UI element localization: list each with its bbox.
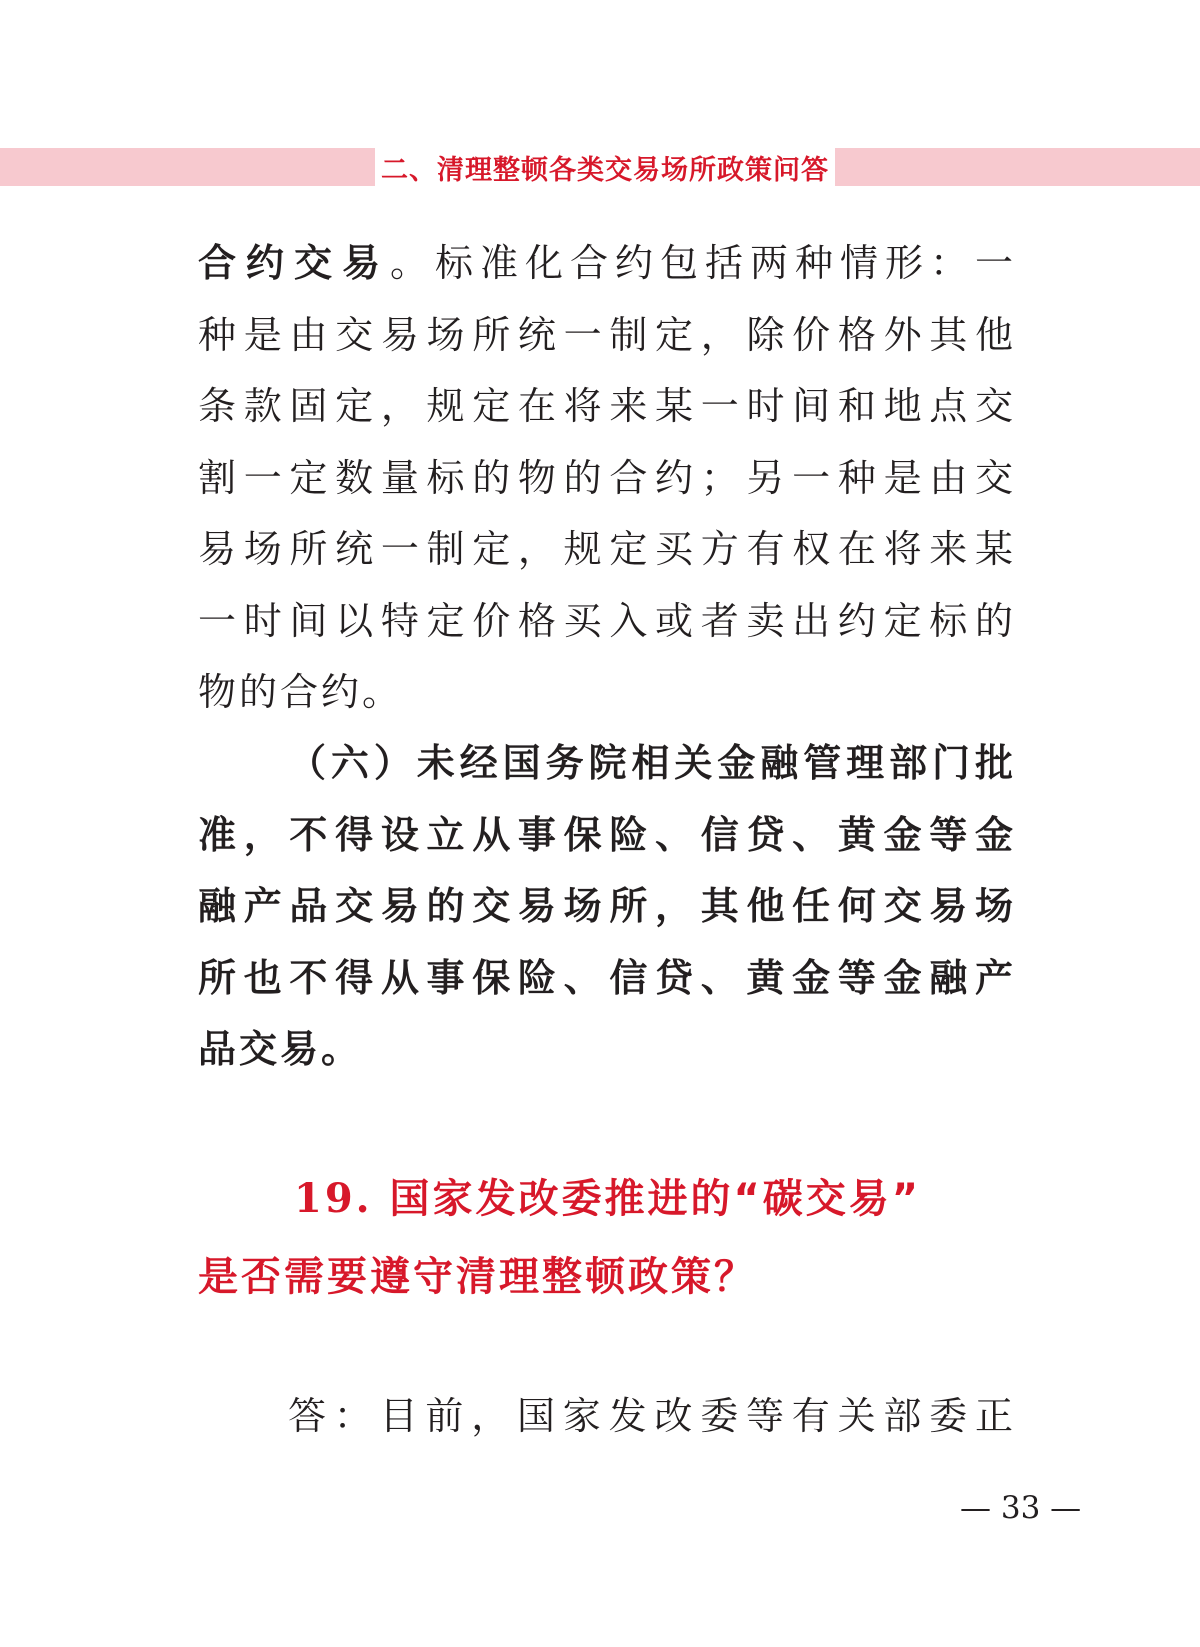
paragraph-line: 条款固定，规定在将来某一时间和地点交 [198,384,1013,428]
bold-term: 合约交易 [198,241,390,285]
paragraph-item-six [198,728,1013,1086]
paragraph-line: 品交易。 [198,1027,363,1071]
question-line: 19. 国家发改委推进的“碳交易” [294,1175,922,1222]
paragraph-line: 易场所统一制定，规定买方有权在将来某 [198,527,1013,571]
paragraph-line: 一时间以特定价格买入或者卖出约定标的 [198,598,1013,643]
paragraph-line: 准，不得设立从事保险、信贷、黄金等金 [198,812,1013,857]
section-title: 二、清理整顿各类交易场所政策问答 [381,154,829,186]
paragraph-line: 所也不得从事保险、信贷、黄金等金融产 [198,955,1013,1000]
page-number: — 33 — [960,1490,1082,1526]
paragraph-line: 物的合约。 [198,670,404,714]
paragraph-line: 割一定数量标的物的合约；另一种是由交 [198,455,1013,500]
paragraph-line: 合约交易。标准化合约包括两种情形：一 [198,241,1013,285]
paragraph-line: 种是由交易场所统一制定，除价格外其他 [198,312,1013,357]
answer-line: 答：目前，国家发改委等有关部委正 [288,1394,1013,1438]
section-header [375,144,835,190]
paragraph-contract-trading [198,228,1013,729]
question-heading [198,1160,1013,1316]
question-number: 19. [294,1175,373,1222]
question-line: 是否需要遵守清理整顿政策？ [198,1254,757,1300]
paragraph-line: （六）未经国务院相关金融管理部门批 [288,741,1013,785]
paragraph-line: 融产品交易的交易场所，其他任何交易场 [198,884,1013,928]
